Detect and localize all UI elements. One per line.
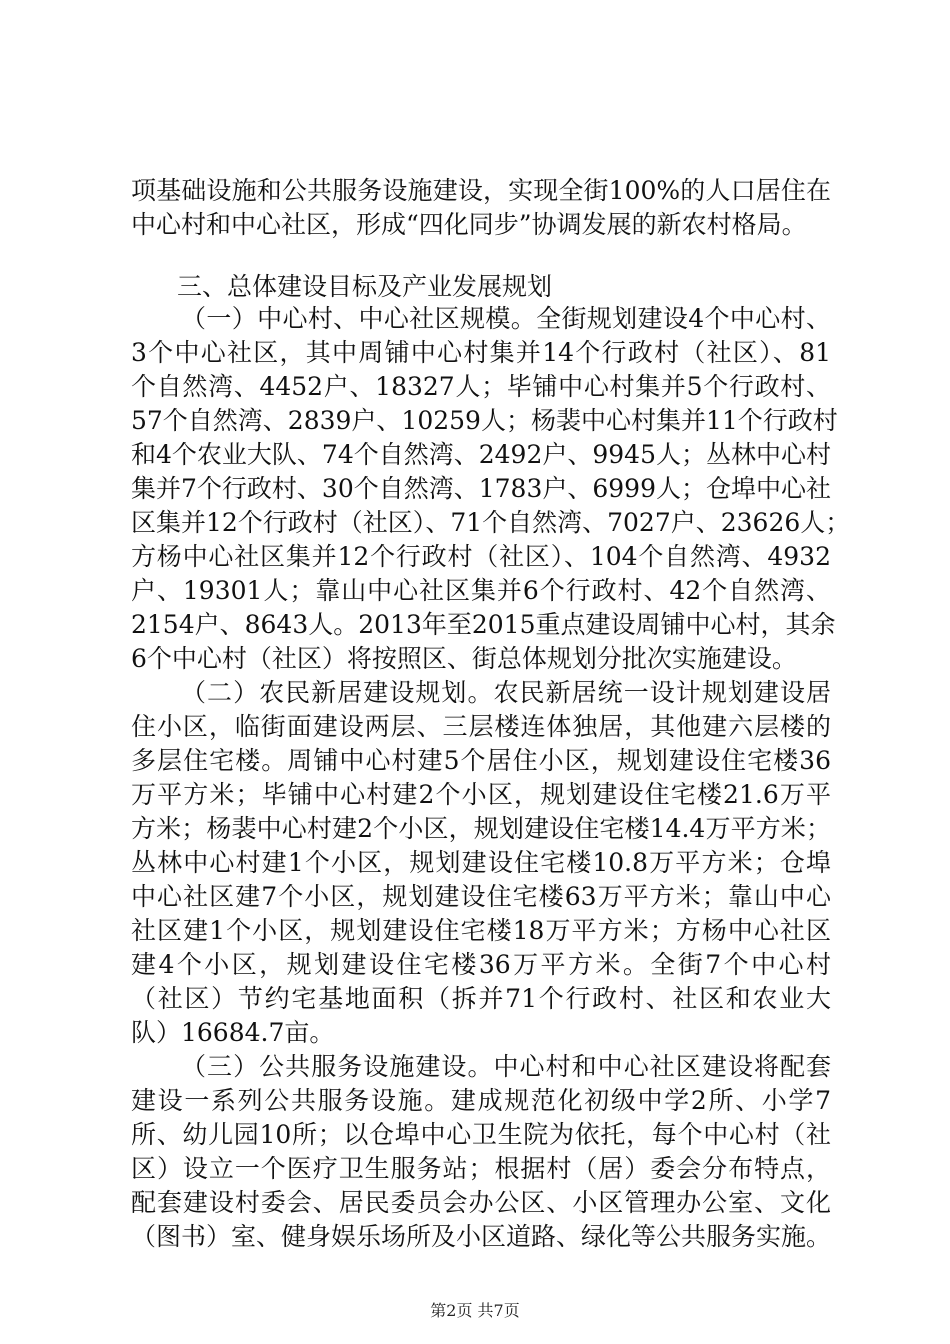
text-line: 社区建1个小区，规划建设住宅楼18万平方米；方杨中心社区	[131, 916, 831, 945]
text-line: 配套建设村委会、居民委员会办公区、小区管理办公室、文化	[131, 1188, 831, 1217]
text-line: 中心社区建7个小区，规划建设住宅楼63万平方米；靠山中心	[131, 882, 831, 911]
text-line: 住小区，临街面建设两层、三层楼连体独居，其他建六层楼的	[131, 712, 831, 741]
text-line: （一）中心村、中心社区规模。全街规划建设4个中心村、	[181, 304, 831, 333]
text-line: 区）设立一个医疗卫生服务站；根据村（居）委会分布特点，	[131, 1154, 831, 1183]
text-line: 建设一系列公共服务设施。建成规范化初级中学2所、小学7	[131, 1086, 831, 1115]
text-line: （二）农民新居建设规划。农民新居统一设计规划建设居	[181, 678, 831, 707]
text-line: 个自然湾、4452户、18327人；毕铺中心村集并5个行政村、	[131, 372, 831, 401]
text-line: 多层住宅楼。周铺中心村建5个居住小区，规划建设住宅楼36	[131, 746, 831, 775]
text-line: （社区）节约宅基地面积（拆并71个行政村、社区和农业大	[131, 984, 831, 1013]
text-line: 区集并12个行政村（社区）、71个自然湾、7027户、23626人；	[131, 508, 851, 537]
text-line: 丛林中心村建1个小区，规划建设住宅楼10.8万平方米；仓埠	[131, 848, 831, 877]
text-line: 户、19301人；靠山中心社区集并6个行政村、42个自然湾、	[131, 576, 831, 605]
text-line: 和4个农业大队、74个自然湾、2492户、9945人；丛林中心村	[131, 440, 831, 469]
text-line: 3个中心社区，其中周铺中心村集并14个行政村（社区）、81	[131, 338, 831, 367]
text-line: 万平方米；毕铺中心村建2个小区，规划建设住宅楼21.6万平	[131, 780, 831, 809]
text-line: （图书）室、健身娱乐场所及小区道路、绿化等公共服务实施。	[131, 1222, 832, 1251]
text-line: 方杨中心社区集并12个行政村（社区）、104个自然湾、4932	[131, 542, 831, 571]
text-line: 57个自然湾、2839户、10259人；杨裴中心村集并11个行政村	[131, 406, 838, 435]
text-line: 建4个小区，规划建设住宅楼36万平方米。全街7个中心村	[131, 950, 831, 979]
section-heading: 三、总体建设目标及产业发展规划	[177, 272, 553, 301]
text-line: 中心村和中心社区，形成“四化同步”协调发展的新农村格局。	[131, 210, 807, 239]
text-line: 集并7个行政村、30个自然湾、1783户、6999人；仓埠中心社	[131, 474, 831, 503]
page-number: 第2页 共7页	[430, 1301, 520, 1320]
text-line: 2154户、8643人。2013年至2015重点建设周铺中心村，其余	[131, 610, 836, 639]
text-line: 队）16684.7亩。	[131, 1018, 335, 1047]
text-line: （三）公共服务设施建设。中心村和中心社区建设将配套	[181, 1052, 831, 1081]
text-line: 6个中心村（社区）将按照区、街总体规划分批次实施建设。	[131, 644, 797, 673]
text-line: 所、幼儿园10所；以仓埠中心卫生院为依托，每个中心村（社	[131, 1120, 831, 1149]
text-line: 方米；杨裴中心村建2个小区，规划建设住宅楼14.4万平方米；	[131, 814, 831, 843]
text-line: 项基础设施和公共服务设施建设，实现全街100%的人口居住在	[131, 176, 831, 205]
